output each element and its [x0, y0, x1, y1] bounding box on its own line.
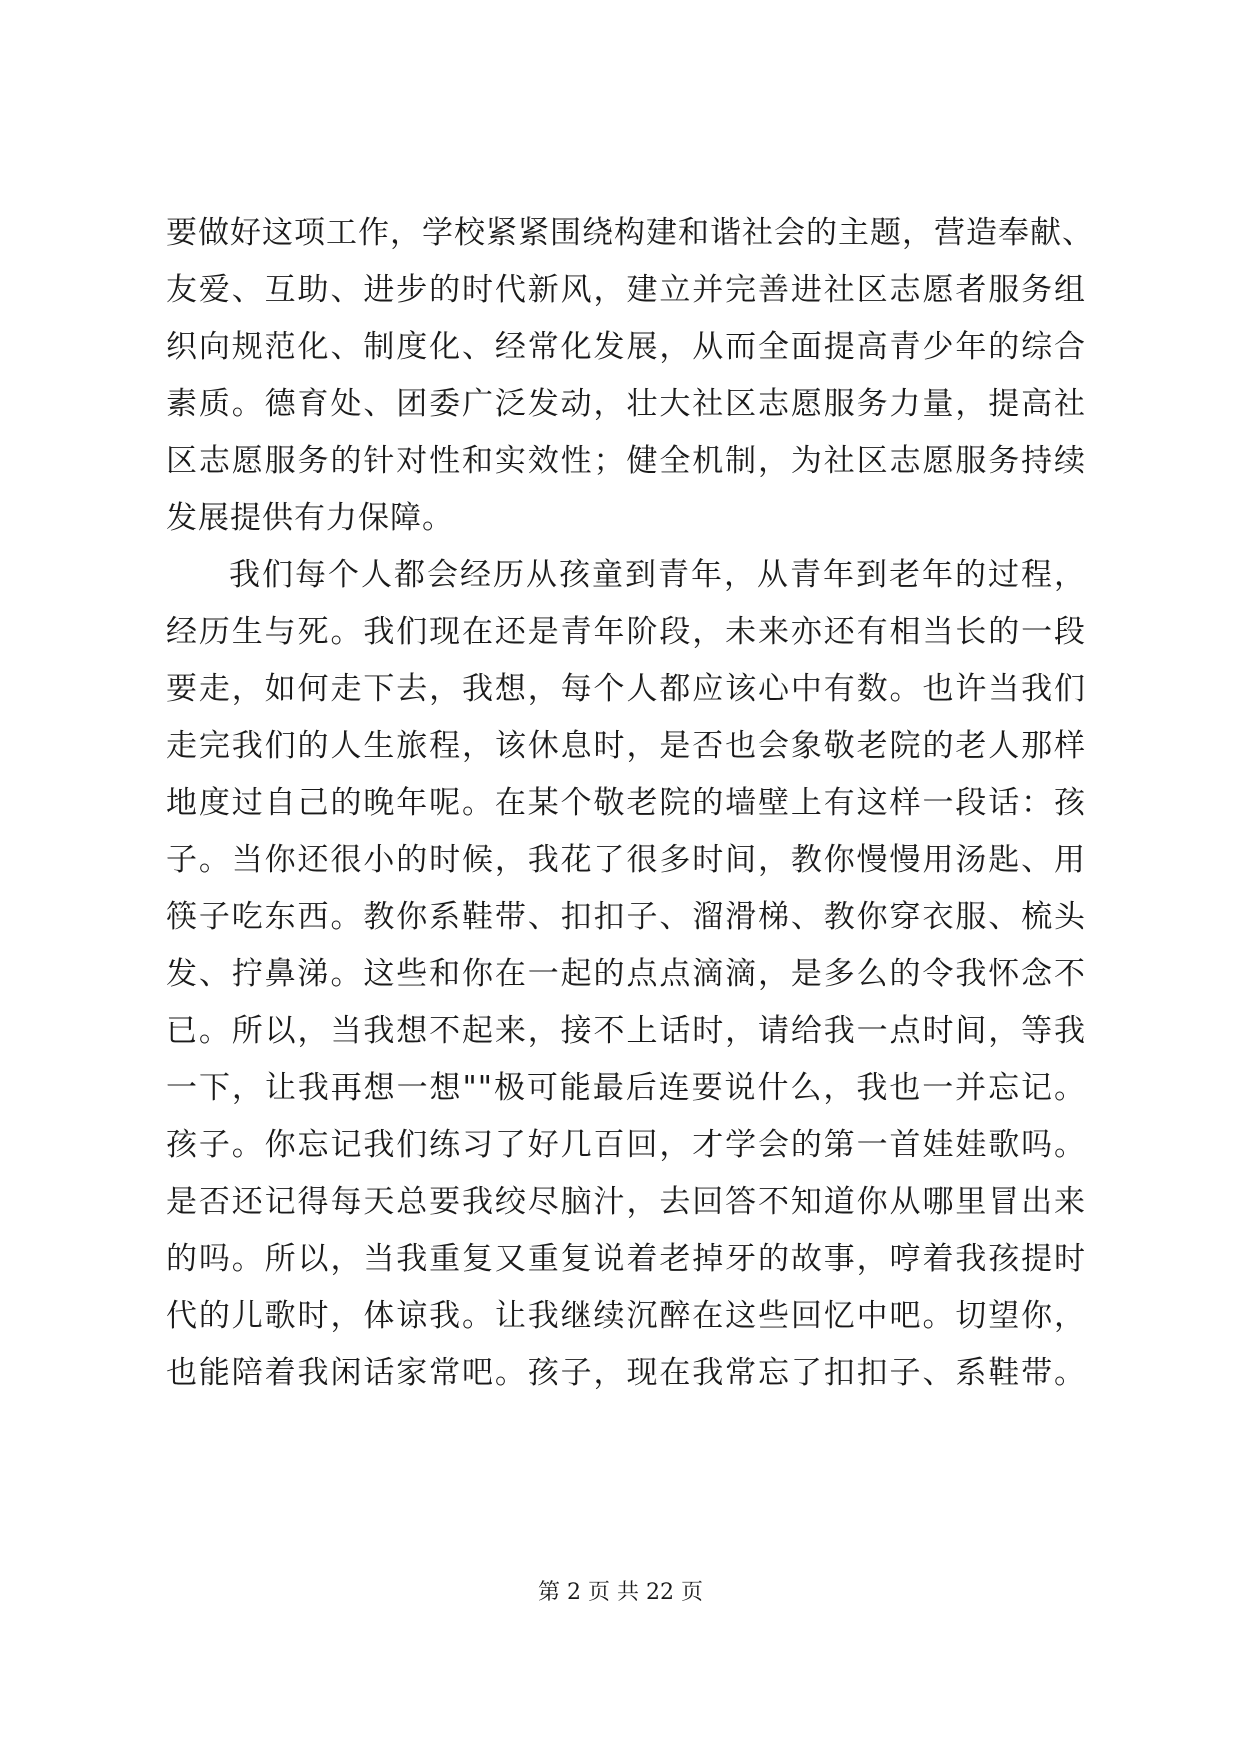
- paragraph-2-line-4: 走完我们的人生旅程，该休息时，是否也会象敬老院的老人那样: [166, 728, 1086, 764]
- paragraph-1-line-2: 友爱、互助、进步的时代新风，建立并完善进社区志愿者服务组: [166, 272, 1086, 308]
- paragraph-2-line-5: 地度过自己的晚年呢。在某个敬老院的墙壁上有这样一段话：孩: [166, 785, 1086, 821]
- page-number-footer: 第 2 页 共 22 页: [538, 1580, 703, 1605]
- paragraph-2-line-11: 孩子。你忘记我们练习了好几百回，才学会的第一首娃娃歌吗。: [166, 1127, 1086, 1163]
- paragraph-2-line-10: 一下，让我再想一想""极可能最后连要说什么，我也一并忘记。: [166, 1070, 1086, 1106]
- paragraph-2-line-6: 子。当你还很小的时候，我花了很多时间，教你慢慢用汤匙、用: [166, 842, 1086, 878]
- paragraph-2-line-1: 我们每个人都会经历从孩童到青年，从青年到老年的过程，: [229, 557, 1086, 593]
- paragraph-2-line-8: 发、拧鼻涕。这些和你在一起的点点滴滴，是多么的令我怀念不: [166, 956, 1086, 992]
- paragraph-2-line-7: 筷子吃东西。教你系鞋带、扣扣子、溜滑梯、教你穿衣服、梳头: [166, 899, 1086, 935]
- paragraph-2-line-9: 已。所以，当我想不起来，接不上话时，请给我一点时间，等我: [166, 1013, 1086, 1049]
- paragraph-2-line-12: 是否还记得每天总要我绞尽脑汁，去回答不知道你从哪里冒出来: [166, 1184, 1086, 1220]
- paragraph-1-line-6: 发展提供有力保障。: [166, 500, 454, 536]
- paragraph-2-line-15: 也能陪着我闲话家常吧。孩子，现在我常忘了扣扣子、系鞋带。: [166, 1355, 1086, 1391]
- paragraph-2-line-14: 代的儿歌时，体谅我。让我继续沉醉在这些回忆中吧。切望你，: [166, 1298, 1086, 1334]
- paragraph-1-line-4: 素质。德育处、团委广泛发动，壮大社区志愿服务力量，提高社: [166, 386, 1086, 422]
- paragraph-1-line-1: 要做好这项工作，学校紧紧围绕构建和谐社会的主题，营造奉献、: [166, 215, 1094, 251]
- paragraph-2-line-13: 的吗。所以，当我重复又重复说着老掉牙的故事，哼着我孩提时: [166, 1241, 1086, 1277]
- paragraph-1-line-5: 区志愿服务的针对性和实效性；健全机制，为社区志愿服务持续: [166, 443, 1086, 479]
- paragraph-1-line-3: 织向规范化、制度化、经常化发展，从而全面提高青少年的综合: [166, 329, 1086, 365]
- paragraph-2-line-3: 要走，如何走下去，我想，每个人都应该心中有数。也许当我们: [166, 671, 1086, 707]
- paragraph-2-line-2: 经历生与死。我们现在还是青年阶段，未来亦还有相当长的一段: [166, 614, 1086, 650]
